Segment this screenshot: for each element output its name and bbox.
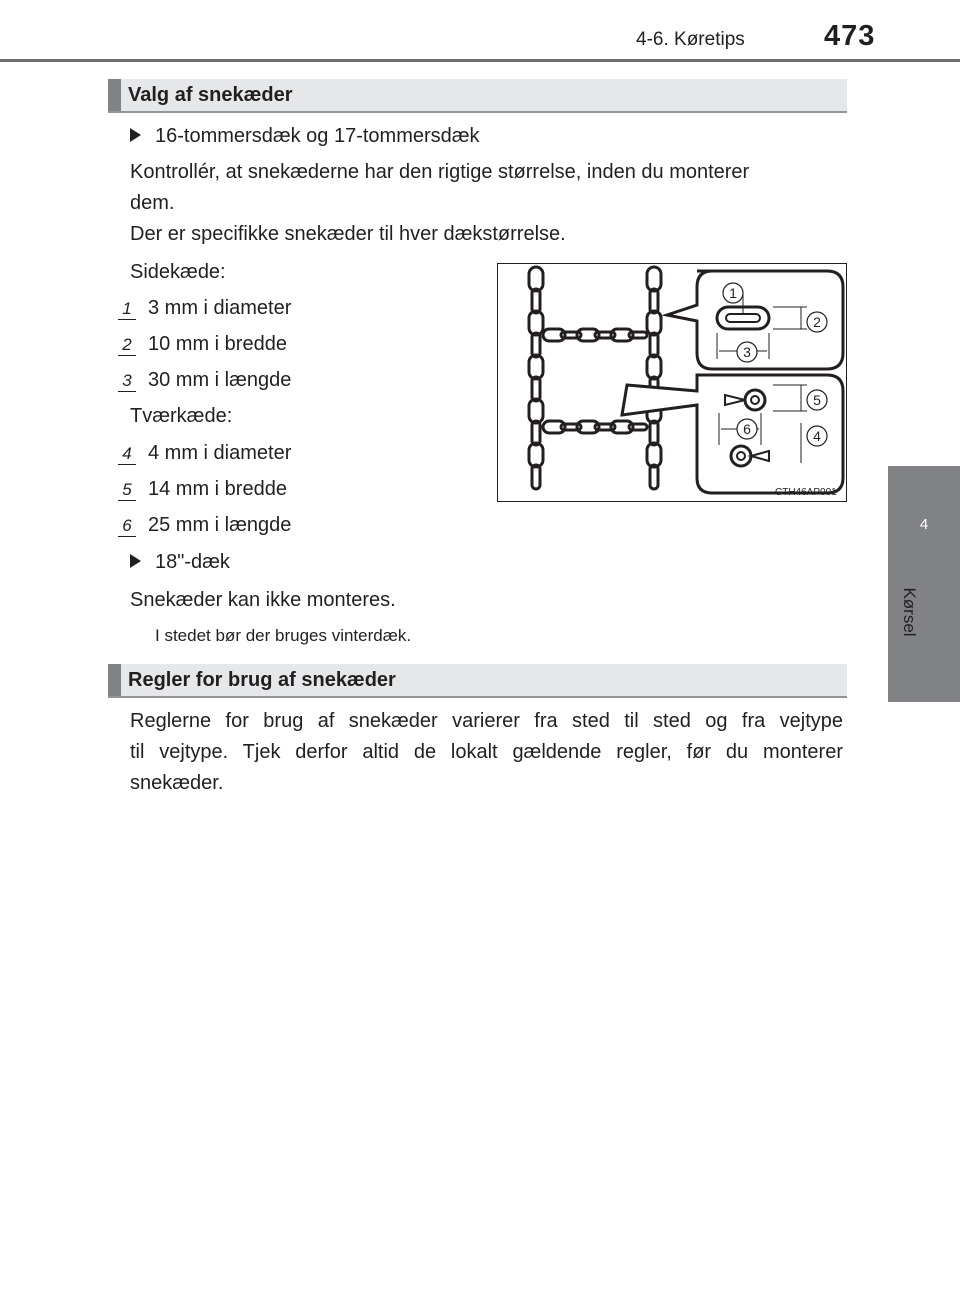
callout-number-icon: 5 [118,479,136,501]
callout-number-icon: 2 [118,334,136,356]
spec-text: 14 mm i bredde [148,478,287,500]
callout-number-icon: 6 [118,515,136,537]
chapter-number: 4 [919,516,929,533]
spec-item [118,329,287,360]
triangle-bullet-icon [130,554,141,568]
bullet-text: 18"-dæk [155,551,230,573]
spec-text: 30 mm i længde [148,369,292,391]
spec-item [118,474,287,505]
spec-text: 4 mm i diameter [148,442,292,464]
callout-2-label: 2 [813,314,821,330]
paragraph-line: dem. [130,192,175,214]
chapter-label-text: Kørsel [900,587,919,637]
spec-text: 25 mm i længde [148,514,292,536]
header-section-title: 4-6. Køretips [636,29,745,50]
bullet-tire-size-16-17 [130,121,480,152]
header-rule [0,59,960,62]
callout-1-label: 1 [729,285,737,301]
spec-text: 3 mm i diameter [148,297,292,319]
callout-number-icon: 3 [118,370,136,392]
page-number: 473 [824,20,876,52]
bullet-tire-size-18 [130,547,230,578]
callout-number-icon: 4 [118,443,136,465]
section-heading-snow-chain-rules [108,664,847,698]
callout-number-icon: 1 [118,298,136,320]
chapter-label [896,580,922,650]
callout-3-label: 3 [743,344,751,360]
paragraph-line: Kontrollér, at snekæderne har den rigtige størrelse, inden du monterer [130,161,750,183]
paragraph-line: snekæder. [130,772,224,794]
side-chain-label: Sidekæde: [130,261,226,283]
cross-chain-label: Tværkæde: [130,405,233,427]
callout-5-label: 5 [813,392,821,408]
heading-marker [108,664,121,696]
callout-6-label: 6 [743,421,751,437]
heading-marker [108,79,121,111]
spec-item [118,293,291,324]
figure-code: CTH46AP001 [775,487,837,498]
paragraph-line: til vejtype. Tjek derfor altid de lokalt gældende regler, før du monterer [130,741,843,763]
section-heading-snow-chain-choice [108,79,847,113]
spec-item [118,510,291,541]
spec-item [118,438,291,469]
section-heading-text: Regler for brug af snekæder [128,669,396,691]
note-text: I stedet bør der bruges vinterdæk. [155,626,412,645]
paragraph-line: Snekæder kan ikke monteres. [130,589,396,611]
paragraph-line: Reglerne for brug af snekæder varierer fra sted til sted og fra vejtype [130,710,843,732]
paragraph-line: Der er specifikke snekæder til hver dækstørrelse. [130,223,566,245]
triangle-bullet-icon [130,128,141,142]
section-heading-text: Valg af snekæder [128,84,293,106]
bullet-text: 16-tommersdæk og 17-tommersdæk [155,125,480,147]
spec-item [118,365,291,396]
callout-4-label: 4 [813,428,821,444]
snow-chain-diagram [497,263,847,502]
spec-text: 10 mm i bredde [148,333,287,355]
